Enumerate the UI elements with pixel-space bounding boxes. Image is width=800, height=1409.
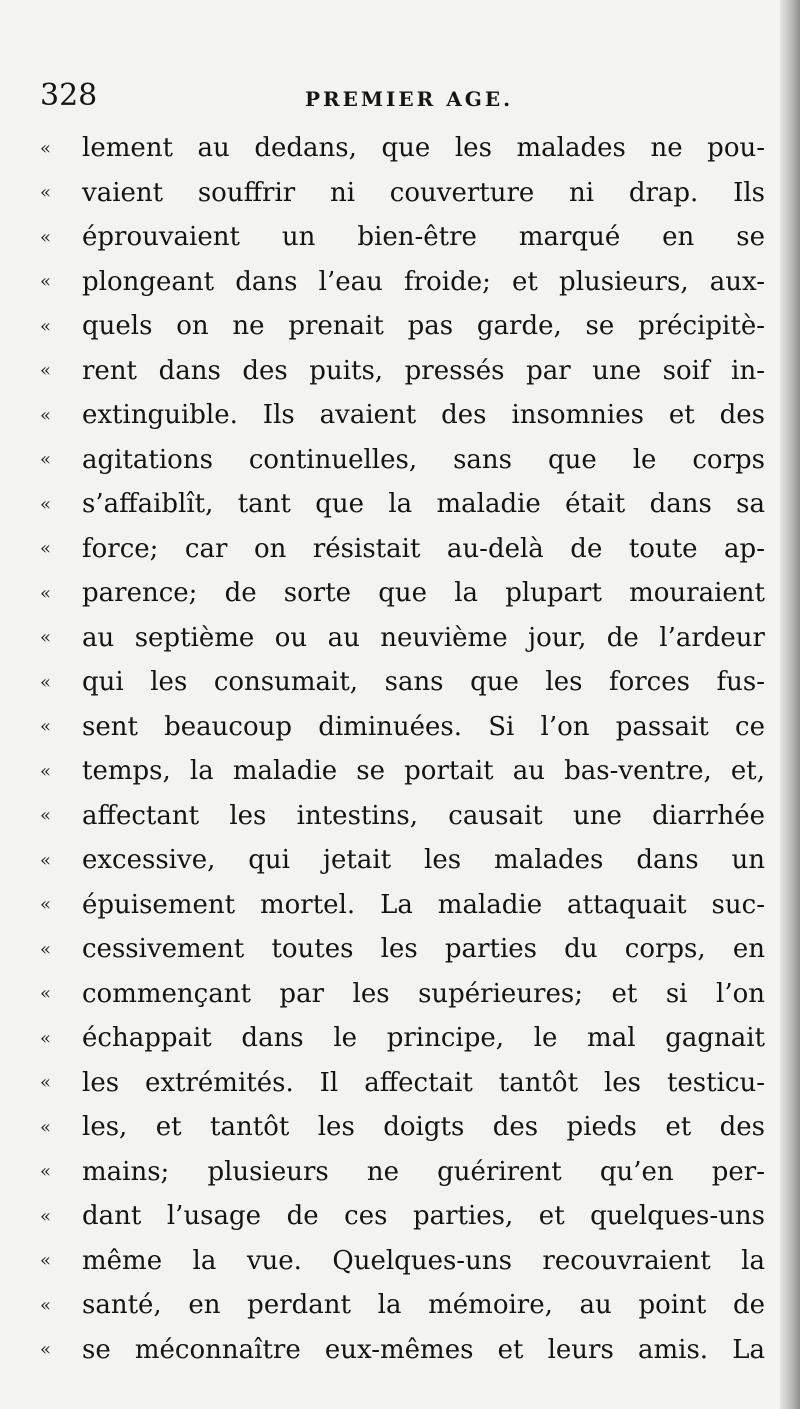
text-line: [40, 794, 765, 839]
line-text: éprouvaient un bien-être marqué en se: [82, 222, 765, 253]
line-text: extinguible. Ils avaient des insomnies et des: [82, 400, 765, 431]
page-header: [40, 78, 760, 118]
line-text: rent dans des puits, pressés par une soif in-: [82, 355, 765, 386]
line-text: mains; plusieurs ne guérirent qu’en per-: [82, 1156, 765, 1187]
body-text: [40, 126, 765, 1372]
line-text: dant l’usage de ces parties, et quelques-uns: [82, 1201, 765, 1232]
text-line: [40, 438, 765, 483]
text-line: [40, 215, 765, 260]
text-line: [40, 482, 765, 527]
line-text: épuisement mortel. La maladie attaquait suc-: [82, 889, 765, 920]
line-text: santé, en perdant la mémoire, au point de: [82, 1290, 765, 1321]
text-line: [40, 1061, 765, 1106]
line-text: échappait dans le principe, le mal gagnait: [82, 1023, 765, 1054]
quotation-mark: «: [40, 671, 52, 693]
quotation-mark: «: [40, 1072, 52, 1094]
line-text: quels on ne prenait pas garde, se précipitè-: [82, 311, 765, 342]
text-line: [40, 1194, 765, 1239]
line-text: affectant les intestins, causait une diarrhée: [82, 800, 765, 831]
line-text: force; car on résistait au-delà de toute ap-: [82, 533, 765, 564]
text-line: [40, 1016, 765, 1061]
line-text: agitations continuelles, sans que le corps: [82, 444, 765, 475]
line-text: temps, la maladie se portait au bas-ventre, et,: [82, 756, 765, 787]
quotation-mark: «: [40, 449, 52, 471]
text-line: [40, 883, 765, 928]
text-line: [40, 927, 765, 972]
line-text: plongeant dans l’eau froide; et plusieurs, aux-: [82, 266, 765, 297]
line-text: les, et tantôt les doigts des pieds et des: [82, 1112, 765, 1143]
quotation-mark: «: [40, 226, 52, 248]
quotation-mark: «: [40, 271, 52, 293]
quotation-mark: «: [40, 582, 52, 604]
text-line: [40, 349, 765, 394]
line-text: cessivement toutes les parties du corps, en: [82, 934, 765, 965]
text-line: [40, 972, 765, 1017]
quotation-mark: «: [40, 805, 52, 827]
quotation-mark: «: [40, 1116, 52, 1138]
running-title: PREMIER AGE.: [305, 87, 514, 111]
line-text: les extrémités. Il affectait tantôt les testicu-: [82, 1067, 765, 1098]
quotation-mark: «: [40, 760, 52, 782]
line-text: qui les consumait, sans que les forces fus-: [82, 667, 765, 698]
text-line: [40, 393, 765, 438]
quotation-mark: «: [40, 1250, 52, 1272]
text-line: [40, 527, 765, 572]
quotation-mark: «: [40, 360, 52, 382]
text-line: [40, 1150, 765, 1195]
quotation-mark: «: [40, 938, 52, 960]
text-line: [40, 838, 765, 883]
text-line: [40, 616, 765, 661]
line-text: vaient souffrir ni couverture ni drap. Ils: [82, 177, 765, 208]
quotation-mark: «: [40, 404, 52, 426]
line-text: lement au dedans, que les malades ne pou-: [82, 133, 765, 164]
line-text: commençant par les supérieures; et si l’on: [82, 978, 765, 1009]
text-line: [40, 1283, 765, 1328]
line-text: sent beaucoup diminuées. Si l’on passait ce: [82, 711, 765, 742]
quotation-mark: «: [40, 315, 52, 337]
quotation-mark: «: [40, 1339, 52, 1361]
quotation-mark: «: [40, 983, 52, 1005]
text-line: [40, 571, 765, 616]
line-text: au septième ou au neuvième jour, de l’ardeur: [82, 622, 765, 653]
text-line: [40, 304, 765, 349]
line-text: parence; de sorte que la plupart mouraient: [82, 578, 765, 609]
line-text: se méconnaître eux-mêmes et leurs amis. La: [82, 1334, 765, 1365]
text-line: [40, 126, 765, 171]
text-line: [40, 171, 765, 216]
quotation-mark: «: [40, 182, 52, 204]
page-number: 328: [40, 78, 98, 113]
text-line: [40, 1239, 765, 1284]
quotation-mark: «: [40, 894, 52, 916]
quotation-mark: «: [40, 627, 52, 649]
quotation-mark: «: [40, 1027, 52, 1049]
text-line: [40, 749, 765, 794]
text-line: [40, 1328, 765, 1373]
line-text: excessive, qui jetait les malades dans un: [82, 845, 765, 876]
quotation-mark: «: [40, 538, 52, 560]
quotation-mark: «: [40, 1205, 52, 1227]
text-line: [40, 260, 765, 305]
quotation-mark: «: [40, 716, 52, 738]
quotation-mark: «: [40, 493, 52, 515]
quotation-mark: «: [40, 1294, 52, 1316]
line-text: s’affaiblît, tant que la maladie était dans sa: [82, 489, 765, 520]
text-line: [40, 705, 765, 750]
line-text: même la vue. Quelques-uns recouvraient la: [82, 1245, 765, 1276]
quotation-mark: «: [40, 849, 52, 871]
text-line: [40, 1105, 765, 1150]
text-line: [40, 660, 765, 705]
page-edge-shadow: [780, 0, 800, 1409]
quotation-mark: «: [40, 137, 52, 159]
quotation-mark: «: [40, 1161, 52, 1183]
